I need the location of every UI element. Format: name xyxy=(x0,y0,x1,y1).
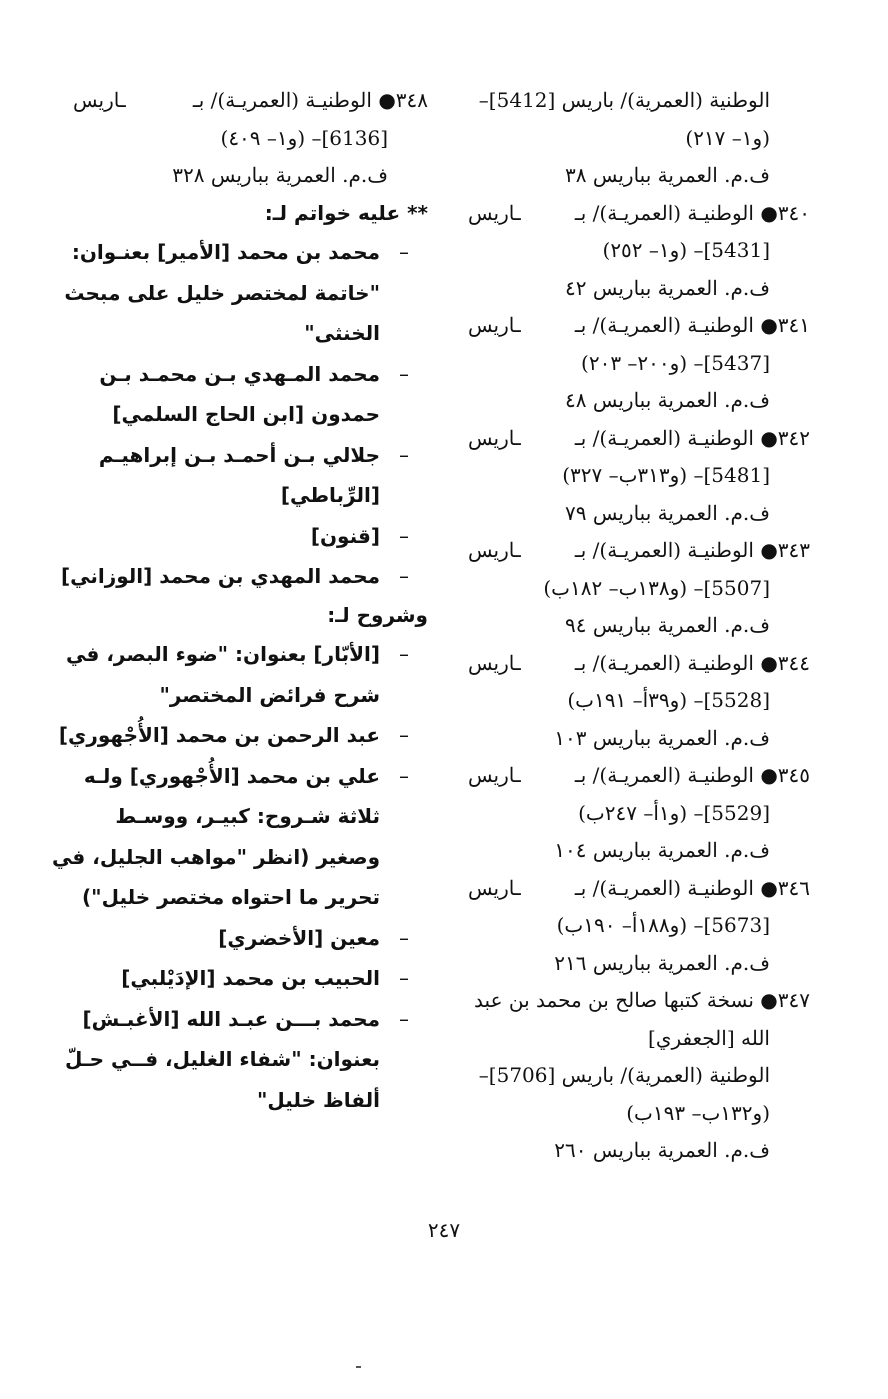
khawatim-item-text: محمد المـهدي بـن محمـد بـن xyxy=(99,361,380,386)
shuruh-item-6 xyxy=(73,999,428,1040)
entry-340-film: ف.م. العمرية بباريس ٤٢ xyxy=(565,275,770,300)
entry-345-line1: ٣٤٥● الوطنيـة (العمريـة)/ بـ ـاريس xyxy=(468,763,810,787)
entry-341-line2: [5437]– (و٢٠٠– ٢٠٣) xyxy=(581,350,770,375)
dash-bullet: – xyxy=(399,763,409,788)
khawatim-item-4 xyxy=(73,516,428,557)
entry-339-line1: الوطنية (العمرية)/ باريس [5412]– xyxy=(478,88,770,112)
khawatim-item-text: محمد المهدي بن محمد [الوزاني] xyxy=(60,564,380,588)
page-number: ٢٤٧ xyxy=(427,1218,461,1242)
khawatim-item-5 xyxy=(60,556,428,597)
entry-347-film: ف.م. العمرية بباريس ٢٦٠ xyxy=(554,1138,770,1162)
shuruh-item-text: معين [الأخضري] xyxy=(218,925,380,950)
shuruh-item-continuation: ألفاظ خليل" xyxy=(256,1087,380,1112)
entry-339-film: ف.م. العمرية بباريس ٣٨ xyxy=(565,163,770,187)
entry-342-line2: [5481]– (و٣١٣ب– ٣٢٧) xyxy=(562,463,770,487)
entry-340-line1: ٣٤٠● الوطنيـة (العمريـة)/ بـ ـاريس xyxy=(468,200,810,225)
entry-345-film: ف.م. العمرية بباريس ١٠٤ xyxy=(554,838,770,862)
dash-bullet: – xyxy=(399,361,409,386)
entry-345-line2: [5529]– (و١أ– ٢٤٧ب) xyxy=(578,800,770,825)
shuruh-item-text: الحبيب بن محمد [الإدَيْلبي] xyxy=(121,966,380,990)
shuruh-item-continuation: وصغير (انظر "مواهب الجليل، في xyxy=(51,844,380,869)
entry-348-film: ف.م. العمرية بباريس ٣٢٨ xyxy=(172,163,388,187)
entry-348-line1: ٣٤٨● الوطنيـة (العمريـة)/ بـ ـاريس xyxy=(73,88,428,112)
khawatim-item-text: [قنون] xyxy=(310,523,380,548)
khawatim-item-text: محمد بن محمد [الأمير] بعنـوان: xyxy=(71,240,380,264)
entry-344-line2: [5528]– (و٣٩أ– ١٩١ب) xyxy=(567,688,770,712)
shuruh-item-1 xyxy=(66,634,428,675)
shuruh-heading: وشروح لـ: xyxy=(327,602,428,627)
shuruh-item-continuation: ثلاثة شـروح: كبيـر، ووسـط xyxy=(115,804,380,828)
entry-346-line1: ٣٤٦● الوطنيـة (العمريـة)/ بـ ـاريس xyxy=(468,875,810,900)
right-column xyxy=(468,82,810,1170)
shuruh-item-continuation: تحرير ما احتواه مختصر خليل") xyxy=(82,885,380,909)
left-column xyxy=(51,82,428,1120)
entry-342-film: ف.م. العمرية بباريس ٧٩ xyxy=(565,500,770,525)
khawatim-item-continuation: حمدون [ابن الحاج السلمي] xyxy=(112,402,380,426)
scan-mark xyxy=(356,1366,361,1368)
entry-343-line2: [5507]– (و١٣٨ب– ١٨٢ب) xyxy=(543,575,770,600)
khawatim-item-continuation: الخنثى" xyxy=(304,321,380,345)
entry-347-line4: (و١٣٢ب– ١٩٣ب) xyxy=(626,1100,770,1125)
dash-bullet: – xyxy=(399,523,409,548)
entry-344-line1: ٣٤٤● الوطنيـة (العمريـة)/ بـ ـاريس xyxy=(468,650,810,675)
shuruh-list xyxy=(51,634,428,1120)
dash-bullet: – xyxy=(399,966,409,990)
dash-bullet: – xyxy=(399,642,409,666)
khawatim-list xyxy=(60,232,428,597)
khawatim-item-2 xyxy=(73,354,428,395)
shuruh-item-continuation: شرح فرائض المختصر" xyxy=(159,682,380,707)
khawatim-item-continuation: "خاتمة لمختصر خليل على مبحث xyxy=(64,280,380,305)
entry-340-line2: [5431]– (و١– ٢٥٢) xyxy=(602,238,770,262)
khawatim-item-3 xyxy=(73,435,428,476)
shuruh-item-text: محمد بـــن عبـد الله [الأغبـش] xyxy=(82,1006,380,1031)
shuruh-item-4 xyxy=(73,918,428,959)
shuruh-item-text: علي بن محمد [الأُجْهوري] ولـه xyxy=(83,763,380,788)
entry-346-line2: [5673]– (و١٨٨أ– ١٩٠ب) xyxy=(556,913,770,937)
dash-bullet: – xyxy=(399,442,409,467)
shuruh-item-5 xyxy=(73,958,428,999)
shuruh-item-text: [الأبّار] بعنوان: "ضوء البصر، في xyxy=(66,642,380,666)
entry-342-line1: ٣٤٢● الوطنيـة (العمريـة)/ بـ ـاريس xyxy=(468,425,810,450)
entry-347-line1: ٣٤٧● نسخة كتبها صالح بن محمد بن عبد xyxy=(474,988,810,1012)
entry-343-film: ف.م. العمرية بباريس ٩٤ xyxy=(565,613,770,637)
dash-bullet: – xyxy=(399,1006,409,1031)
shuruh-item-text: عبد الرحمن بن محمد [الأُجْهوري] xyxy=(58,723,380,747)
khawatim-item-continuation: [الرِّباطي] xyxy=(280,483,380,507)
khawatim-item-text: جلالي بـن أحمـد بـن إبراهيـم xyxy=(98,442,380,467)
entry-348-line2: [6136]– (و١– ٤٠٩) xyxy=(220,125,388,150)
khawatim-heading: ** عليه خواتم لـ: xyxy=(264,200,428,225)
entry-347-line3: الوطنية (العمرية)/ باريس [5706]– xyxy=(478,1063,770,1087)
shuruh-item-3 xyxy=(73,756,428,797)
entry-344-film: ف.م. العمرية بباريس ١٠٣ xyxy=(554,725,770,750)
shuruh-item-2 xyxy=(58,715,428,756)
khawatim-item-1 xyxy=(73,232,428,273)
shuruh-item-continuation: بعنوان: "شفاء الغليل، فــي حـلّ xyxy=(64,1047,380,1071)
dash-bullet: – xyxy=(399,564,409,588)
entry-341-line1: ٣٤١● الوطنيـة (العمريـة)/ بـ ـاريس xyxy=(468,313,810,337)
dash-bullet: – xyxy=(399,925,409,950)
dash-bullet: – xyxy=(399,240,409,264)
dash-bullet: – xyxy=(399,723,409,747)
entry-343-line1: ٣٤٣● الوطنيـة (العمريـة)/ بـ ـاريس xyxy=(468,538,810,562)
entry-347-line2: الله [الجعفري] xyxy=(648,1025,770,1050)
entry-346-film: ف.م. العمرية بباريس ٢١٦ xyxy=(554,950,770,975)
entry-341-film: ف.م. العمرية بباريس ٤٨ xyxy=(565,388,770,412)
entry-339-line2: (و١– ٢١٧) xyxy=(685,125,770,150)
